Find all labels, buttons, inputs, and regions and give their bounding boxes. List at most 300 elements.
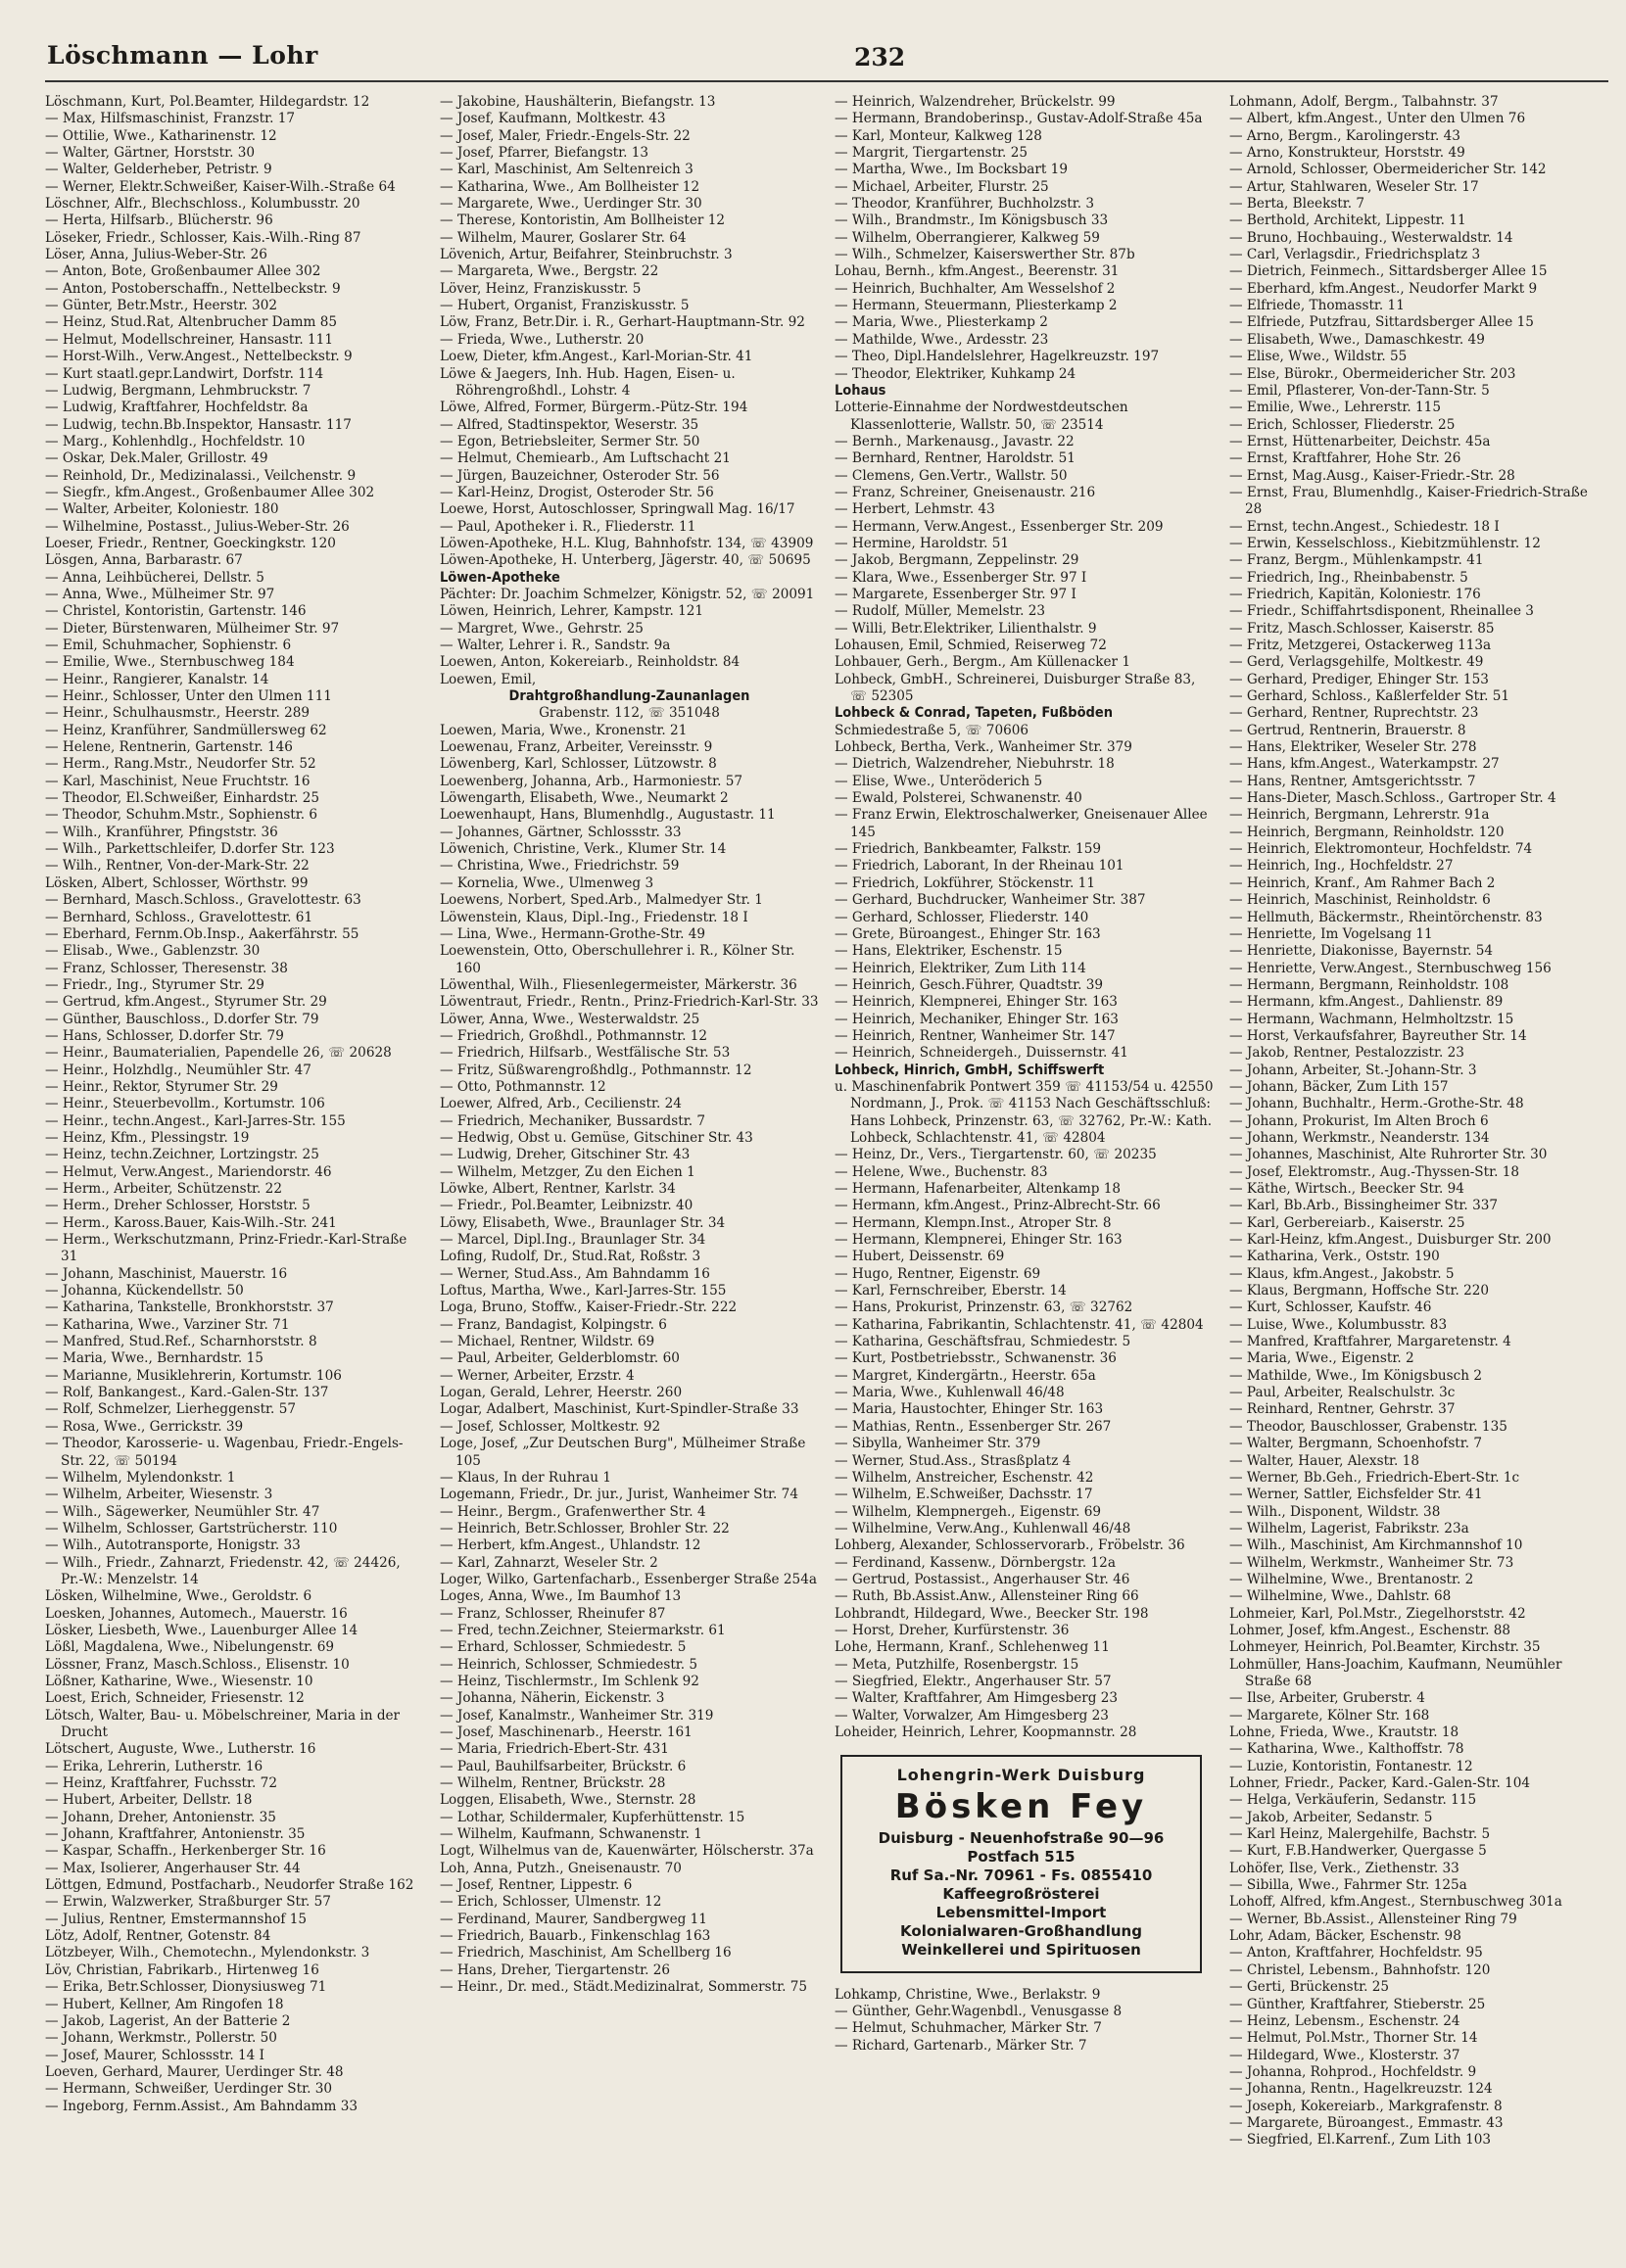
directory-entry: Lohmüller, Hans-Joachim, Kaufmann, Neumühler Straße 68 — [1229, 1656, 1562, 1689]
ad-line: Lebensmittel-Import — [935, 1903, 1107, 1921]
directory-entry: — Reinhold, Dr., Medizinalassi., Veilchenstr. 9 — [45, 467, 357, 484]
directory-entry: — Helmut, Chemiearb., Am Luftschacht 21 — [440, 450, 731, 467]
directory-entry: — Meta, Putzhilfe, Rosenbergstr. 15 — [835, 1656, 1079, 1673]
directory-entry: — Margarete, Kölner Str. 168 — [1229, 1707, 1430, 1724]
directory-entry: Löwe, Alfred, Former, Bürgerm.-Pütz-Str. 194 — [440, 400, 748, 416]
directory-entry: — Friedr., Schiffahrtsdisponent, Rheinallee 3 — [1229, 603, 1534, 620]
directory-entry: — Heinr., Holzhdlg., Neumühler Str. 47 — [45, 1062, 311, 1078]
directory-entry: — Herbert, Lehmstr. 43 — [835, 501, 995, 518]
directory-entry: — Heinrich, Klempnerei, Ehinger Str. 163 — [835, 994, 1118, 1011]
directory-entry: — Hermann, Verw.Angest., Essenberger Str. 209 — [835, 518, 1164, 535]
directory-entry: — Gerd, Verlagsgehilfe, Moltkestr. 49 — [1229, 654, 1484, 671]
directory-entry: — Helmut, Pol.Mstr., Thorner Str. 14 — [1229, 2030, 1478, 2047]
directory-entry: — Friedr., Ing., Styrumer Str. 29 — [45, 976, 264, 993]
directory-entry: — Elfriede, Putzfrau, Sittardsberger Allee 15 — [1229, 314, 1534, 331]
directory-entry: — Heinz, techn.Zeichner, Lortzingstr. 25 — [45, 1147, 319, 1163]
directory-entry: — Friedrich, Kapitän, Koloniestr. 176 — [1229, 586, 1481, 602]
ad-line: Postfach 515 — [967, 1847, 1076, 1866]
directory-entry: — Heinrich, Ing., Hochfeldstr. 27 — [1229, 858, 1454, 874]
directory-entry: — Bernhard, Schloss., Gravelottestr. 61 — [45, 909, 313, 925]
directory-entry: — Ludwig, Dreher, Gitschiner Str. 43 — [440, 1147, 691, 1163]
directory-entry: — Michael, Arbeiter, Flurstr. 25 — [835, 178, 1049, 195]
directory-entry: — Oskar, Dek.Maler, Grillostr. 49 — [45, 450, 268, 467]
directory-entry: — Katharina, Fabrikantin, Schlachtenstr. 41, ☏ 42804 — [835, 1316, 1204, 1333]
directory-entry: Lohne, Frieda, Wwe., Krautstr. 18 — [1229, 1725, 1459, 1740]
directory-entry: — Herm., Kaross.Bauer, Kais-Wilh.-Str. 241 — [45, 1214, 337, 1231]
directory-entry: — Theodor, Bauschlosser, Grabenstr. 135 — [1229, 1418, 1507, 1435]
directory-entry: Löwenberg, Karl, Schlosser, Lützowstr. 8 — [440, 756, 717, 773]
directory-entry: — Jakob, Lagerist, An der Batterie 2 — [45, 2012, 291, 2029]
directory-entry: — Mathilde, Wwe., Ardesstr. 23 — [835, 331, 1049, 348]
directory-entry: — Rolf, Schmelzer, Lierheggenstr. 57 — [45, 1401, 296, 1418]
directory-entry: — Margarete, Essenberger Str. 97 I — [835, 586, 1076, 602]
directory-entry: Loewen, Maria, Wwe., Kronenstr. 21 — [440, 722, 688, 738]
directory-entry: — Luise, Wwe., Kolumbusstr. 83 — [1229, 1316, 1448, 1333]
directory-entry: — Hermann, Klempnerei, Ehinger Str. 163 — [835, 1232, 1123, 1249]
directory-entry: — Hermann, kfm.Angest., Dahlienstr. 89 — [1229, 994, 1504, 1011]
directory-entry: — Hermann, Wachmann, Helmholtzstr. 15 — [1229, 1011, 1514, 1027]
directory-entry: — Ernst, techn.Angest., Schiedestr. 18 I — [1229, 518, 1500, 535]
directory-entry: — Hubert, Deissenstr. 69 — [835, 1249, 1005, 1265]
directory-entry: — Reinhard, Rentner, Gehrstr. 37 — [1229, 1401, 1456, 1418]
directory-entry: — Anton, Kraftfahrer, Hochfeldstr. 95 — [1229, 1945, 1483, 1961]
directory-entry: — Paul, Arbeiter, Gelderblomstr. 60 — [440, 1350, 680, 1367]
directory-entry: — Friedrich, Bauarb., Finkenschlag 163 — [440, 1928, 711, 1945]
directory-entry: — Johann, Kraftfahrer, Antonienstr. 35 — [45, 1826, 306, 1843]
directory-entry: Lötz, Adolf, Rentner, Gotenstr. 84 — [45, 1928, 271, 1945]
directory-entry: — Werner, Stud.Ass., Strasßplatz 4 — [835, 1452, 1072, 1469]
directory-entry: — Marg., Kohlenhdlg., Hochfeldstr. 10 — [45, 433, 306, 449]
directory-entry: — Walter, Lehrer i. R., Sandstr. 9a — [440, 638, 671, 653]
directory-entry: — Maria, Haustochter, Ehinger Str. 163 — [835, 1401, 1104, 1418]
directory-entry: — Carl, Verlagsdir., Friedrichsplatz 3 — [1229, 247, 1481, 263]
directory-entry: Loesken, Johannes, Automech., Mauerstr. 16 — [45, 1605, 348, 1622]
directory-entry: — Herbert, kfm.Angest., Uhlandstr. 12 — [440, 1537, 701, 1554]
directory-entry: — Josef, Kanalmstr., Wanheimer Str. 319 — [440, 1707, 714, 1724]
directory-entry: — Heinz, Kranführer, Sandmüllersweg 62 — [45, 722, 327, 738]
directory-entry: — Josef, Maschinenarb., Heerstr. 161 — [440, 1725, 693, 1740]
directory-entry: — Mathilde, Wwe., Im Königsbusch 2 — [1229, 1367, 1482, 1384]
column-1 — [45, 94, 424, 2268]
directory-entry: Lohbeck, GmbH., Schreinerei, Duisburger Straße 83, ☏ 52305 — [835, 671, 1196, 705]
directory-entry: — Franz Erwin, Elektroschalwerker, Gneisenauer Allee 145 — [835, 807, 1208, 840]
directory-entry: — Heinr., Rangierer, Kanalstr. 14 — [45, 671, 269, 687]
directory-entry: — Heinz, Kraftfahrer, Fuchsstr. 72 — [45, 1775, 277, 1792]
directory-entry: — Maria, Wwe., Bernhardstr. 15 — [45, 1350, 263, 1367]
columns — [45, 94, 1608, 2268]
directory-entry: Lösker, Liesbeth, Wwe., Lauenburger Allee 14 — [45, 1622, 359, 1638]
directory-entry: Loeven, Gerhard, Maurer, Uerdinger Str. 48 — [45, 2063, 344, 2080]
directory-entry: Löschner, Alfr., Blechschloss., Kolumbusstr. 20 — [45, 196, 360, 213]
directory-entry: — Johanna, Rentn., Hagelkreuzstr. 124 — [1229, 2081, 1493, 2098]
directory-entry: — Erhard, Schlosser, Schmiedestr. 5 — [440, 1639, 687, 1656]
directory-entry: — Heinr., Rektor, Styrumer Str. 29 — [45, 1078, 278, 1095]
directory-entry: — Klara, Wwe., Essenberger Str. 97 I — [835, 569, 1087, 586]
directory-entry: — Hermann, Hafenarbeiter, Altenkamp 18 — [835, 1181, 1122, 1197]
directory-entry: — Walter, Hauer, Alexstr. 18 — [1229, 1452, 1419, 1469]
column-2 — [440, 94, 819, 2268]
directory-entry: Löwy, Elisabeth, Wwe., Braunlager Str. 34 — [440, 1214, 726, 1231]
directory-entry: Schmiedestraße 5, ☏ 70606 — [835, 722, 1029, 738]
directory-entry: — Dietrich, Walzendreher, Niebuhrstr. 18 — [835, 756, 1115, 773]
directory-entry: — Johann, Maschinist, Mauerstr. 16 — [45, 1265, 288, 1282]
directory-entry: Lohberg, Alexander, Schlosservorarb., Fröbelstr. 36 — [835, 1537, 1185, 1554]
directory-entry: — Wilh., Maschinist, Am Kirchmannshof 10 — [1229, 1537, 1523, 1554]
directory-entry: — Herm., Rang.Mstr., Neudorfer Str. 52 — [45, 756, 316, 773]
directory-entry: Logt, Wilhelmus van de, Kauenwärter, Hölscherstr. 37a — [440, 1843, 814, 1860]
directory-entry: Löwenich, Christine, Verk., Klumer Str. 14 — [440, 841, 727, 858]
directory-entry: — Katharina, Wwe., Varziner Str. 71 — [45, 1316, 290, 1333]
directory-entry: Löser, Anna, Julius-Weber-Str. 26 — [45, 247, 267, 263]
directory-entry: — Dietrich, Feinmech., Sittardsberger Allee 15 — [1229, 263, 1548, 280]
directory-entry: — Friedr., Pol.Beamter, Leibnizstr. 40 — [440, 1198, 693, 1214]
directory-entry: — Josef, Pfarrer, Biefangstr. 13 — [440, 145, 649, 162]
advertisement-box — [840, 1755, 1202, 1972]
directory-entry: — Gerhard, Schlosser, Fliederstr. 140 — [835, 909, 1089, 925]
directory-entry: — Karl, Maschinist, Neue Fruchtstr. 16 — [45, 773, 311, 789]
directory-entry: Löttgen, Edmund, Postfacharb., Neudorfer Straße 162 — [45, 1877, 414, 1894]
section-heading: Lohbeck & Conrad, Tapeten, Fußböden — [835, 705, 1114, 722]
directory-entry: — Heinr., Schlosser, Unter den Ulmen 111 — [45, 688, 332, 705]
directory-entry: — Heinrich, Bergmann, Lehrerstr. 91a — [1229, 807, 1490, 824]
directory-entry: Loew, Dieter, kfm.Angest., Karl-Morian-Str. 41 — [440, 349, 753, 365]
directory-entry: — Max, Isolierer, Angerhauser Str. 44 — [45, 1860, 301, 1876]
directory-entry: Löwe & Jaegers, Inh. Hub. Hagen, Eisen- u. Röhrengroßhdl., Lohstr. 4 — [440, 365, 736, 399]
directory-entry: Lohr, Adam, Bäcker, Eschenstr. 98 — [1229, 1928, 1461, 1945]
directory-entry: — Theodor, Elektriker, Kuhkamp 24 — [835, 365, 1076, 382]
ad-brand: Bösken Fey — [894, 1786, 1148, 1826]
directory-entry: — Paul, Apotheker i. R., Fliederstr. 11 — [440, 518, 696, 535]
directory-entry: Grabenstr. 112, ☏ 351048 — [539, 705, 720, 722]
directory-entry: — Hugo, Rentner, Eigenstr. 69 — [835, 1265, 1041, 1282]
directory-entry: — Johannes, Maschinist, Alte Ruhrorter Str. 30 — [1229, 1147, 1548, 1163]
directory-entry: Löwenthal, Wilh., Fliesenlegermeister, Märkerstr. 36 — [440, 976, 797, 993]
directory-entry: — Elisabeth, Wwe., Damaschkestr. 49 — [1229, 331, 1485, 348]
directory-entry: — Arnold, Schlosser, Obermeidericher Str. 142 — [1229, 162, 1547, 178]
running-title: Löschmann — Lohr — [47, 41, 318, 70]
directory-entry: Loewenau, Franz, Arbeiter, Vereinsstr. 9 — [440, 739, 713, 756]
directory-entry: — Kurt, Postbetriebsstr., Schwanenstr. 36 — [835, 1350, 1117, 1367]
directory-entry: — Karl, Zahnarzt, Weseler Str. 2 — [440, 1554, 658, 1571]
directory-entry: — Theodor, Schuhm.Mstr., Sophienstr. 6 — [45, 807, 318, 824]
directory-entry: — Sibylla, Wanheimer Str. 379 — [835, 1436, 1041, 1452]
directory-entry: Lohoff, Alfred, kfm.Angest., Sternbuschweg 301a — [1229, 1894, 1562, 1911]
directory-entry: — Johann, Arbeiter, St.-Johann-Str. 3 — [1229, 1062, 1477, 1078]
directory-entry: Lohausen, Emil, Schmied, Reiserweg 72 — [835, 638, 1107, 653]
section-heading: Lohaus — [835, 382, 886, 399]
directory-entry: — Maria, Wwe., Kuhlenwall 46/48 — [835, 1385, 1065, 1401]
directory-entry: Lößl, Magdalena, Wwe., Nibelungenstr. 69 — [45, 1639, 335, 1656]
directory-entry: — Heinrich, Bergmann, Reinholdstr. 120 — [1229, 824, 1505, 840]
directory-entry: — Hans, kfm.Angest., Waterkampstr. 27 — [1229, 756, 1500, 773]
directory-entry: — Wilh., Brandmstr., Im Königsbusch 33 — [835, 213, 1109, 229]
page-number: 232 — [854, 43, 906, 71]
directory-entry: — Walter, Arbeiter, Koloniestr. 180 — [45, 501, 279, 518]
directory-entry: — Helmut, Verw.Angest., Mariendorstr. 46 — [45, 1163, 332, 1180]
directory-entry: — Ferdinand, Kassenw., Dörnbergstr. 12a — [835, 1554, 1116, 1571]
directory-entry: — Franz, Bandagist, Kolpingstr. 6 — [440, 1316, 667, 1333]
directory-entry: — Wilhelm, Kaufmann, Schwanenstr. 1 — [440, 1826, 702, 1843]
directory-entry: — Wilhelm, Werkmstr., Wanheimer Str. 73 — [1229, 1554, 1514, 1571]
directory-entry: — Heinrich, Elektromonteur, Hochfeldstr. 74 — [1229, 841, 1533, 858]
directory-entry: Lötsch, Walter, Bau- u. Möbelschreiner, Maria in der Drucht — [45, 1707, 401, 1740]
directory-entry: — Kornelia, Wwe., Ulmenweg 3 — [440, 874, 654, 891]
directory-entry: — Josef, Maurer, Schlossstr. 14 I — [45, 2047, 264, 2063]
directory-entry: Loewen, Anton, Kokereiarb., Reinholdstr. 84 — [440, 654, 741, 671]
directory-entry: Loewer, Alfred, Arb., Cecilienstr. 24 — [440, 1096, 682, 1112]
directory-entry: — Julius, Rentner, Emstermannshof 15 — [45, 1911, 307, 1927]
directory-entry: — Wilh., Parkettschleifer, D.dorfer Str. 123 — [45, 841, 335, 858]
directory-entry: — Franz, Schlosser, Theresenstr. 38 — [45, 960, 288, 976]
directory-entry: — Ludwig, techn.Bb.Inspektor, Hansastr. 117 — [45, 416, 352, 433]
directory-entry: — Emil, Pflasterer, Von-der-Tann-Str. 5 — [1229, 382, 1490, 399]
directory-entry: — Luzie, Kontoristin, Fontanestr. 12 — [1229, 1758, 1473, 1774]
directory-entry: — Berthold, Architekt, Lippestr. 11 — [1229, 213, 1466, 229]
directory-entry: — Ludwig, Bergmann, Lehmbruckstr. 7 — [45, 382, 311, 399]
directory-entry: — Hans, Elektriker, Weseler Str. 278 — [1229, 739, 1477, 756]
directory-entry: — Erwin, Kesselschloss., Kiebitzmühlenstr. 12 — [1229, 535, 1541, 551]
directory-entry: — Michael, Rentner, Wildstr. 69 — [440, 1334, 655, 1350]
directory-entry: Loger, Wilko, Gartenfacharb., Essenberger Straße 254a — [440, 1571, 817, 1587]
directory-entry: Loewenhaupt, Hans, Blumenhdlg., Augustastr. 11 — [440, 807, 776, 824]
directory-entry: Lohöfer, Ilse, Verk., Ziethenstr. 33 — [1229, 1860, 1459, 1876]
directory-entry: — Wilh., Sägewerker, Neumühler Str. 47 — [45, 1503, 320, 1520]
directory-entry: — Werner, Sattler, Eichsfelder Str. 41 — [1229, 1487, 1483, 1503]
directory-entry: — Emil, Schuhmacher, Sophienstr. 6 — [45, 638, 292, 653]
directory-entry: — Kurt, F.B.Handwerker, Quergasse 5 — [1229, 1843, 1487, 1860]
directory-entry: — Helene, Rentnerin, Gartenstr. 146 — [45, 739, 293, 756]
directory-entry: — Werner, Elektr.Schweißer, Kaiser-Wilh.-Straße 64 — [45, 178, 396, 195]
directory-entry: — Margret, Kindergärtn., Heerstr. 65a — [835, 1367, 1096, 1384]
directory-entry: — Marcel, Dipl.Ing., Braunlager Str. 34 — [440, 1232, 706, 1249]
directory-entry: — Erich, Schlosser, Ulmenstr. 12 — [440, 1894, 662, 1911]
directory-entry: — Fritz, Süßwarengroßhdlg., Pothmannstr. 12 — [440, 1062, 752, 1078]
directory-entry: — Bruno, Hochbauing., Westerwaldstr. 14 — [1229, 229, 1513, 246]
directory-entry: — Gerhard, Buchdrucker, Wanheimer Str. 387 — [835, 892, 1146, 909]
directory-entry: — Heinr., Schulhausmstr., Heerstr. 289 — [45, 705, 311, 722]
directory-entry: — Anton, Bote, Großenbaumer Allee 302 — [45, 263, 321, 280]
directory-entry: — Käthe, Wirtsch., Beecker Str. 94 — [1229, 1181, 1464, 1197]
directory-entry: — Dieter, Bürstenwaren, Mülheimer Str. 97 — [45, 620, 340, 637]
directory-entry: — Anton, Postoberschaffn., Nettelbeckstr. 9 — [45, 280, 341, 297]
directory-entry: Lössner, Franz, Masch.Schloss., Elisenstr. 10 — [45, 1656, 350, 1673]
directory-entry: — Helene, Wwe., Buchenstr. 83 — [835, 1163, 1048, 1180]
directory-entry: — Friedrich, Lokführer, Stöckenstr. 11 — [835, 874, 1095, 891]
directory-entry: Lötschert, Auguste, Wwe., Lutherstr. 16 — [45, 1741, 316, 1758]
directory-entry: — Lina, Wwe., Hermann-Grothe-Str. 49 — [440, 925, 706, 942]
directory-entry: — Gertrud, Postassist., Angerhauser Str. 46 — [835, 1571, 1130, 1587]
ad-line: Lohengrin-Werk Duisburg — [896, 1766, 1146, 1785]
directory-entry: Löwke, Albert, Rentner, Karlstr. 34 — [440, 1181, 676, 1197]
directory-entry: Loh, Anna, Putzh., Gneisenaustr. 70 — [440, 1860, 682, 1876]
directory-entry: Lohmeier, Karl, Pol.Mstr., Ziegelhorststr. 42 — [1229, 1605, 1526, 1622]
directory-entry: — Siegfr., kfm.Angest., Großenbaumer Allee 302 — [45, 484, 375, 500]
directory-entry: — Ilse, Arbeiter, Gruberstr. 4 — [1229, 1690, 1425, 1707]
directory-entry: — Hans-Dieter, Masch.Schloss., Gartroper Str. 4 — [1229, 790, 1556, 807]
directory-entry: — Günther, Kraftfahrer, Stieberstr. 25 — [1229, 1996, 1486, 2012]
directory-entry: — Heinrich, Schneidergeh., Duissernstr. 41 — [835, 1045, 1128, 1062]
directory-entry: Lövenich, Artur, Beifahrer, Steinbruchstr. 3 — [440, 247, 733, 263]
directory-entry: — Wilhelmine, Wwe., Dahlstr. 68 — [1229, 1588, 1452, 1605]
directory-entry: — Wilhelm, Anstreicher, Eschenstr. 42 — [835, 1469, 1094, 1486]
directory-entry: — Hedwig, Obst u. Gemüse, Gitschiner Str. 43 — [440, 1129, 753, 1146]
directory-entry: — Hubert, Arbeiter, Dellstr. 18 — [45, 1792, 253, 1809]
directory-entry: Löwengarth, Elisabeth, Wwe., Neumarkt 2 — [440, 790, 729, 807]
directory-entry: — Manfred, Stud.Ref., Scharnhorststr. 8 — [45, 1334, 317, 1350]
directory-entry: — Hermann, Bergmann, Reinholdstr. 108 — [1229, 976, 1509, 993]
directory-entry: — Friedrich, Großhdl., Pothmannstr. 12 — [440, 1027, 708, 1044]
directory-entry: — Karl-Heinz, Drogist, Osteroder Str. 56 — [440, 484, 714, 500]
directory-entry: — Werner, Arbeiter, Erzstr. 4 — [440, 1367, 635, 1384]
directory-entry: — Artur, Stahlwaren, Weseler Str. 17 — [1229, 178, 1479, 195]
directory-entry: — Walter, Kraftfahrer, Am Himgesberg 23 — [835, 1690, 1119, 1707]
directory-entry: — Horst-Wilh., Verw.Angest., Nettelbeckstr. 9 — [45, 349, 353, 365]
directory-entry: Löwen-Apotheke, H. Unterberg, Jägerstr. 40, ☏ 50695 — [440, 552, 811, 569]
directory-entry: — Egon, Betriebsleiter, Sermer Str. 50 — [440, 433, 700, 449]
directory-entry: — Werner, Bb.Geh., Friedrich-Ebert-Str. 1c — [1229, 1469, 1520, 1486]
directory-entry: — Günther, Gehr.Wagenbdl., Venusgasse 8 — [835, 2004, 1123, 2020]
directory-entry: — Heinr., techn.Angest., Karl-Jarres-Str. 155 — [45, 1112, 346, 1129]
directory-entry: — Eberhard, kfm.Angest., Neudorfer Markt 9 — [1229, 280, 1538, 297]
ad-line: Kaffeegroßrösterei — [942, 1884, 1100, 1903]
directory-entry: — Anna, Wwe., Mülheimer Str. 97 — [45, 586, 275, 602]
directory-entry: Lohe, Hermann, Kranf., Schlehenweg 11 — [835, 1639, 1110, 1656]
directory-entry: — Klaus, Bergmann, Hoffsche Str. 220 — [1229, 1283, 1490, 1299]
directory-entry: — Helga, Verkäuferin, Sedanstr. 115 — [1229, 1792, 1477, 1809]
directory-entry: — Elisab., Wwe., Gablenzstr. 30 — [45, 943, 261, 960]
directory-entry: — Kurt, Schlosser, Kaufstr. 46 — [1229, 1299, 1432, 1316]
directory-entry: — Gertrud, kfm.Angest., Styrumer Str. 29 — [45, 994, 327, 1011]
directory-entry: Löwen, Heinrich, Lehrer, Kampstr. 121 — [440, 603, 704, 620]
directory-entry: — Manfred, Kraftfahrer, Margaretenstr. 4 — [1229, 1334, 1511, 1350]
directory-entry: — Siegfried, Elektr., Angerhauser Str. 57 — [835, 1673, 1112, 1689]
directory-entry: — Heinr., Dr. med., Städt.Medizinalrat, Sommerstr. 75 — [440, 1979, 808, 1996]
directory-entry: — Wilh., Disponent, Wildstr. 38 — [1229, 1503, 1441, 1520]
directory-entry: Lohkamp, Christine, Wwe., Berlakstr. 9 — [835, 1986, 1101, 2003]
page-header — [45, 41, 1608, 82]
directory-entry: — Hans, Schlosser, D.dorfer Str. 79 — [45, 1027, 284, 1044]
directory-entry: — Hubert, Organist, Franziskusstr. 5 — [440, 298, 690, 314]
directory-entry: — Richard, Gartenarb., Märker Str. 7 — [835, 2037, 1087, 2054]
directory-entry: — Josef, Rentner, Lippestr. 6 — [440, 1877, 633, 1894]
directory-entry: — Therese, Kontoristin, Am Bollheister 12 — [440, 213, 726, 229]
directory-entry: — Maria, Wwe., Pliesterkamp 2 — [835, 314, 1048, 331]
directory-entry: — Hans, Dreher, Tiergartenstr. 26 — [440, 1961, 671, 1978]
directory-entry: — Lothar, Schildermaler, Kupferhüttenstr. 15 — [440, 1809, 745, 1825]
directory-entry: Lohmann, Adolf, Bergm., Talbahnstr. 37 — [1229, 94, 1499, 110]
directory-entry: Loeser, Friedr., Rentner, Goeckingkstr. 120 — [45, 535, 336, 551]
directory-entry: — Maria, Friedrich-Ebert-Str. 431 — [440, 1741, 669, 1758]
directory-entry: — Theodor, El.Schweißer, Einhardstr. 25 — [45, 790, 320, 807]
directory-entry: — Hermann, Klempn.Inst., Atroper Str. 8 — [835, 1214, 1112, 1231]
directory-entry: — Sibilla, Wwe., Fahrmer Str. 125a — [1229, 1877, 1467, 1894]
directory-entry: — Wilhelm, E.Schweißer, Dachsstr. 17 — [835, 1487, 1093, 1503]
directory-entry: Loge, Josef, „Zur Deutschen Burg", Mülheimer Straße 105 — [440, 1436, 806, 1469]
directory-entry: — Joseph, Kokereiarb., Markgrafenstr. 8 — [1229, 2098, 1503, 2114]
directory-entry: — Wilh., Friedr., Zahnarzt, Friedenstr. 42, ☏ 24426, Pr.-W.: Menzelstr. 14 — [45, 1554, 401, 1587]
directory-entry: — Johannes, Gärtner, Schlossstr. 33 — [440, 824, 682, 840]
directory-entry: Loges, Anna, Wwe., Im Baumhof 13 — [440, 1588, 682, 1605]
directory-entry: — Arno, Konstrukteur, Horststr. 49 — [1229, 145, 1465, 162]
directory-entry: — Fred, techn.Zeichner, Steiermarkstr. 61 — [440, 1622, 726, 1638]
directory-entry: Loewenberg, Johanna, Arb., Harmoniestr. 57 — [440, 773, 743, 789]
directory-entry: — Rolf, Bankangest., Kard.-Galen-Str. 137 — [45, 1385, 329, 1401]
column-4 — [1229, 94, 1608, 2268]
directory-entry: Lohmer, Josef, kfm.Angest., Eschenstr. 88 — [1229, 1622, 1511, 1638]
directory-entry: — Ernst, Kraftfahrer, Hohe Str. 26 — [1229, 450, 1461, 467]
directory-entry: — Else, Bürokr., Obermeidericher Str. 203 — [1229, 365, 1516, 382]
directory-entry: — Johann, Bäcker, Zum Lith 157 — [1229, 1078, 1449, 1095]
directory-entry: — Frieda, Wwe., Lutherstr. 20 — [440, 331, 645, 348]
directory-entry: — Siegfried, El.Karrenf., Zum Lith 103 — [1229, 2132, 1492, 2149]
directory-entry: Löschmann, Kurt, Pol.Beamter, Hildegardstr. 12 — [45, 94, 370, 110]
directory-entry: — Christel, Lebensm., Bahnhofstr. 120 — [1229, 1961, 1491, 1978]
directory-entry: — Walter, Gelderheber, Petristr. 9 — [45, 162, 272, 178]
directory-entry: — Elfriede, Thomasstr. 11 — [1229, 298, 1405, 314]
directory-entry: — Albert, kfm.Angest., Unter den Ulmen 76 — [1229, 111, 1526, 127]
directory-entry: — Heinrich, Kranf., Am Rahmer Bach 2 — [1229, 874, 1496, 891]
directory-entry: — Wilhelm, Arbeiter, Wiesenstr. 3 — [45, 1487, 273, 1503]
directory-entry: — Alfred, Stadtinspektor, Weserstr. 35 — [440, 416, 699, 433]
directory-entry: — Wilhelm, Mylendonkstr. 1 — [45, 1469, 236, 1486]
directory-entry: — Heinrich, Gesch.Führer, Quadtstr. 39 — [835, 976, 1104, 993]
directory-entry: Lösken, Albert, Schlosser, Wörthstr. 99 — [45, 874, 309, 891]
directory-entry: — Wilhelmine, Postasst., Julius-Weber-Str. 26 — [45, 518, 350, 535]
directory-entry: — Hubert, Kellner, Am Ringofen 18 — [45, 1996, 284, 2012]
directory-entry: Lohmeyer, Heinrich, Pol.Beamter, Kirchstr. 35 — [1229, 1639, 1541, 1656]
directory-entry: — Gerhard, Schloss., Kaßlerfelder Str. 51 — [1229, 688, 1510, 705]
section-heading: Drahtgroßhandlung-Zaunanlagen — [508, 688, 750, 705]
directory-entry: — Helmut, Schuhmacher, Märker Str. 7 — [835, 2020, 1102, 2037]
directory-entry: — Erwin, Walzwerker, Straßburger Str. 57 — [45, 1894, 331, 1911]
directory-entry: — Wilhelmine, Verw.Ang., Kuhlenwall 46/48 — [835, 1520, 1131, 1536]
directory-entry: Loewe, Horst, Autoschlosser, Springwall Mag. 16/17 — [440, 501, 795, 518]
directory-entry: Pächter: Dr. Joachim Schmelzer, Königstr. 52, ☏ 20091 — [440, 586, 815, 602]
directory-entry: — Jakob, Arbeiter, Sedanstr. 5 — [1229, 1809, 1433, 1825]
directory-entry: Loheider, Heinrich, Lehrer, Koopmannstr. 28 — [835, 1725, 1137, 1740]
directory-entry: Löwen-Apotheke, H.L. Klug, Bahnhofstr. 134, ☏ 43909 — [440, 535, 814, 551]
directory-entry: — Karl, Gerbereiarb., Kaiserstr. 25 — [1229, 1214, 1465, 1231]
directory-entry: Loest, Erich, Schneider, Friesenstr. 12 — [45, 1690, 305, 1707]
directory-entry: — Karl-Heinz, kfm.Angest., Duisburger Str. 200 — [1229, 1232, 1552, 1249]
directory-entry: — Rosa, Wwe., Gerrickstr. 39 — [45, 1418, 244, 1435]
directory-entry: — Karl, Fernschreiber, Eberstr. 14 — [835, 1283, 1067, 1299]
ad-line: Ruf Sa.-Nr. 70961 - Fs. 0855410 — [889, 1866, 1153, 1884]
directory-entry: — Gerti, Brückenstr. 25 — [1229, 1979, 1390, 1996]
directory-entry: — Heinrich, Elektriker, Zum Lith 114 — [835, 960, 1086, 976]
directory-entry: — Herta, Hilfsarb., Blücherstr. 96 — [45, 213, 273, 229]
directory-entry: — Ferdinand, Maurer, Sandbergweg 11 — [440, 1911, 707, 1927]
directory-entry: — Clemens, Gen.Vertr., Wallstr. 50 — [835, 467, 1068, 484]
directory-entry: — Bernhard, Rentner, Haroldstr. 51 — [835, 450, 1076, 467]
directory-entry: — Walter, Vorwalzer, Am Himgesberg 23 — [835, 1707, 1109, 1724]
directory-entry: — Kaspar, Schaffn., Herkenberger Str. 16 — [45, 1843, 326, 1860]
directory-entry: — Josef, Kaufmann, Moltkestr. 43 — [440, 111, 666, 127]
directory-entry: — Arno, Bergm., Karolingerstr. 43 — [1229, 127, 1460, 144]
directory-entry: — Werner, Bb.Assist., Allensteiner Ring 79 — [1229, 1911, 1517, 1927]
directory-entry: — Heinz, Stud.Rat, Altenbrucher Damm 85 — [45, 314, 338, 331]
directory-entry: — Franz, Schlosser, Rheinufer 87 — [440, 1605, 666, 1622]
directory-entry: — Emilie, Wwe., Lehrerstr. 115 — [1229, 400, 1441, 416]
directory-entry: — Erich, Schlosser, Fliederstr. 25 — [1229, 416, 1456, 433]
directory-entry: Lohner, Friedr., Packer, Kard.-Galen-Str. 104 — [1229, 1775, 1531, 1792]
directory-entry: — Friedrich, Bankbeamter, Falkstr. 159 — [835, 841, 1102, 858]
directory-entry: Loftus, Martha, Wwe., Karl-Jarres-Str. 155 — [440, 1283, 727, 1299]
directory-entry: — Bernhard, Masch.Schloss., Gravelottestr. 63 — [45, 892, 361, 909]
directory-entry: — Heinz, Dr., Vers., Tiergartenstr. 60, ☏ 20235 — [835, 1147, 1157, 1163]
directory-entry: — Hellmuth, Bäckermstr., Rheintörchenstr. 83 — [1229, 909, 1543, 925]
directory-entry: — Katharina, Tankstelle, Bronkhorststr. 37 — [45, 1299, 334, 1316]
